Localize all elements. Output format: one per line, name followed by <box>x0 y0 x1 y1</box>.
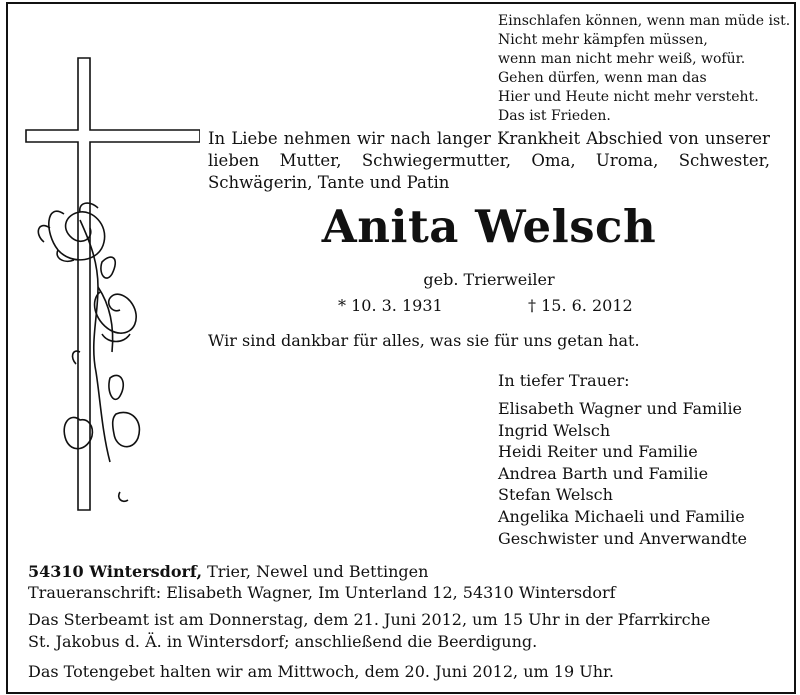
intro-word: langer <box>436 129 491 148</box>
mourner-item: Andrea Barth und Familie <box>498 463 709 483</box>
intro-word: lieben <box>208 151 260 170</box>
intro-line-1 <box>208 128 770 150</box>
funeral-line: Das Sterbeamt ist am Donnerstag, dem 21. Juni 2012, um 15 Uhr in der Pfarrkirche <box>28 610 711 629</box>
intro-word: von <box>668 129 699 148</box>
mourner-item: Stefan Welsch <box>498 485 613 505</box>
poem-line: Hier und Heute nicht mehr versteht. <box>498 89 759 105</box>
intro-word: Schwiegermutter, <box>361 151 511 170</box>
location-line <box>28 562 428 581</box>
intro-line-2 <box>208 150 770 172</box>
location-rest: Trier, Newel und Bettingen <box>202 562 429 581</box>
deceased-name: Anita Welsch <box>321 200 657 253</box>
maiden-name: geb. Trierweiler <box>423 270 555 289</box>
prayer-info: Das Totengebet halten wir am Mittwoch, dem 20. Juni 2012, um 19 Uhr. <box>28 662 614 681</box>
intro-line-3: Schwägerin, Tante und Patin <box>208 173 450 192</box>
intro-word: In <box>208 129 226 148</box>
poem-line: Einschlafen können, wenn man müde ist. <box>498 13 791 29</box>
intro-text <box>208 128 770 193</box>
mourner-item: Angelika Michaeli und Familie <box>498 506 745 526</box>
mourner-item: Heidi Reiter und Familie <box>498 442 698 462</box>
poem-line: Das ist Frieden. <box>498 108 611 124</box>
intro-word: Abschied <box>586 129 663 148</box>
intro-word: Krankheit <box>497 129 581 148</box>
intro-word: nehmen <box>283 129 351 148</box>
intro-word: Liebe <box>231 129 278 148</box>
intro-word: nach <box>390 129 431 148</box>
mourner-item: Elisabeth Wagner und Familie <box>498 399 743 418</box>
intro-word: Oma, <box>531 151 576 170</box>
poem-line: Gehen dürfen, wenn man das <box>498 70 707 86</box>
death-date: † 15. 6. 2012 <box>528 296 633 315</box>
poem-line: wenn man nicht mehr weiß, wofür. <box>498 51 746 67</box>
mourning-heading: In tiefer Trauer: <box>498 371 630 390</box>
mourning-address: Traueranschrift: Elisabeth Wagner, Im Unterland 12, 54310 Wintersdorf <box>28 583 616 602</box>
birth-date: * 10. 3. 1931 <box>338 296 443 315</box>
funeral-info <box>28 609 710 653</box>
intro-word: unserer <box>704 129 770 148</box>
poem-line: Nicht mehr kämpfen müssen, <box>498 32 708 48</box>
intro-word: Mutter, <box>279 151 342 170</box>
mourners-list <box>498 398 747 549</box>
mourner-item: Geschwister und Anverwandte <box>498 528 748 548</box>
intro-word: Schwester, <box>678 151 770 170</box>
funeral-line: St. Jakobus d. Ä. in Wintersdorf; anschließend die Beerdigung. <box>28 632 538 651</box>
mourner-item: Ingrid Welsch <box>498 420 611 440</box>
poem <box>498 12 790 126</box>
cross-with-roses-icon <box>20 52 200 522</box>
thanks-text: Wir sind dankbar für alles, was sie für uns getan hat. <box>208 331 640 350</box>
town-name: 54310 Wintersdorf, <box>28 562 203 581</box>
intro-word: wir <box>357 129 385 148</box>
intro-word: Uroma, <box>595 151 659 170</box>
